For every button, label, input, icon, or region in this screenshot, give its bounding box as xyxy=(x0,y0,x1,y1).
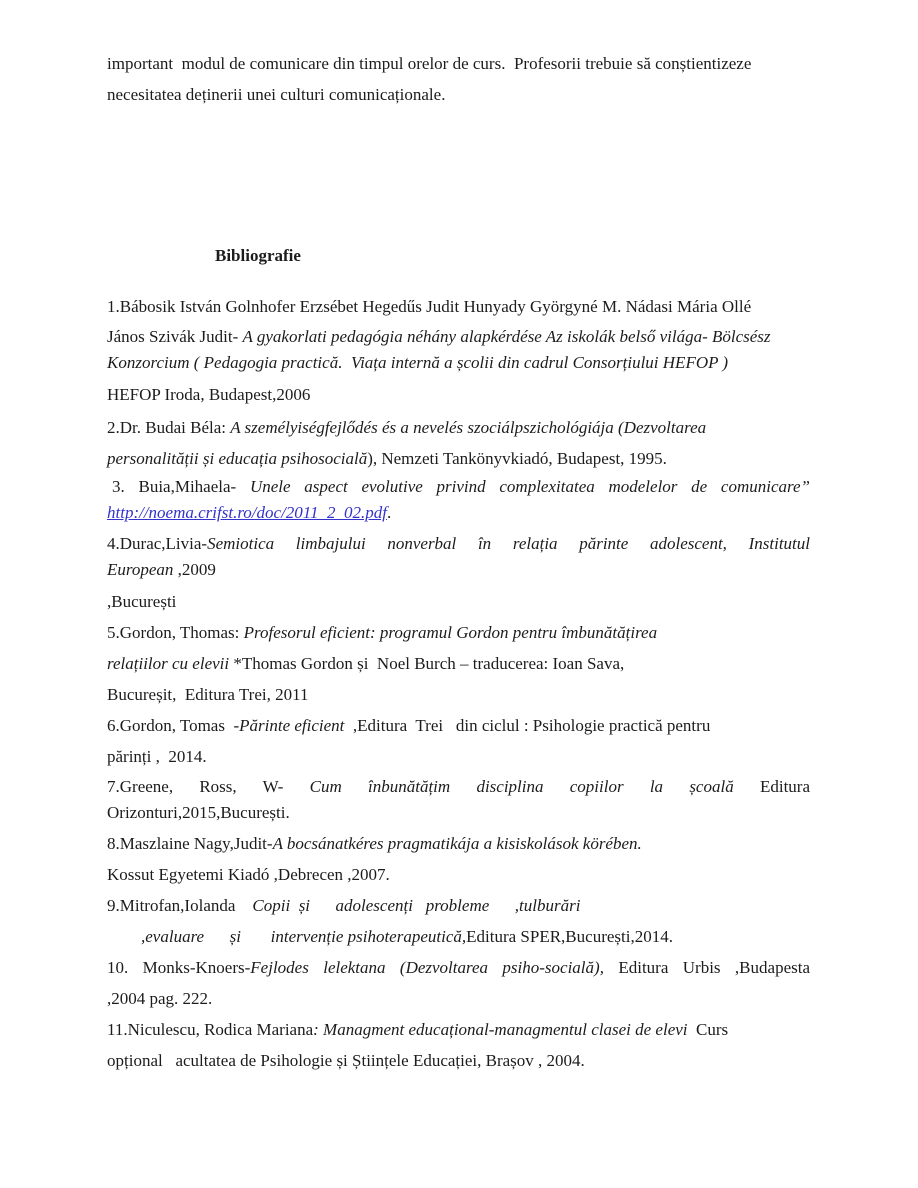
text-run: personalității și educația psihosocială xyxy=(107,449,368,468)
bib-entry-10-line xyxy=(107,952,810,983)
text-run: Bucureșit, Editura Trei, 2011 xyxy=(107,685,309,704)
bib-entry-8-line xyxy=(107,828,810,859)
text-run: *Thomas Gordon și Noel Burch – traducerea: Ioan Sava, xyxy=(233,654,625,673)
bib-entry-1-title xyxy=(107,324,810,376)
bib-entry-7-line xyxy=(107,800,810,826)
text-run: 8.Maszlaine Nagy,Judit- xyxy=(107,834,273,853)
text-run: Semiotica limbajului nonverbal în relația părinte adolescent, Institutul xyxy=(207,534,810,553)
bibliography-link[interactable]: http://noema.crifst.ro/doc/2011_2_02.pdf xyxy=(107,503,388,522)
bib-entry-6 xyxy=(107,710,810,772)
text-run: părinți , 2014. xyxy=(107,747,207,766)
text-run: 11.Niculescu, Rodica Mariana xyxy=(107,1020,314,1039)
text-run: Părinte eficient xyxy=(239,716,345,735)
text-run: ,evaluare și intervenție psihoterapeutică, xyxy=(107,927,467,946)
intro-paragraph xyxy=(107,48,810,110)
bib-entry-1-publisher-line xyxy=(107,379,810,410)
text-run: Editura SPER,București,2014. xyxy=(466,927,673,946)
text-run: 3. Buia,Mihaela- xyxy=(112,477,250,496)
bib-entry-1-title-line xyxy=(107,324,810,350)
bib-entry-4-line xyxy=(107,531,810,557)
bib-entry-5-line xyxy=(107,617,810,648)
bibliography-heading xyxy=(107,240,810,271)
text-run: Editura xyxy=(733,777,810,796)
text-run: relațiilor cu elevii xyxy=(107,654,234,673)
bib-entry-1-authors-line xyxy=(107,291,810,322)
bib-entry-8-publisher-line xyxy=(107,859,810,890)
bibliography-heading-line xyxy=(215,240,810,271)
bib-entry-9-line xyxy=(107,921,810,952)
text-run: ,2009 xyxy=(173,560,216,579)
text-run: Profesorul eficient: programul Gordon pentru îmbunătățirea xyxy=(243,623,658,642)
text-run: 2.Dr. Budai Béla: xyxy=(107,418,231,437)
text-run: 10. Monks-Knoers- xyxy=(107,958,251,977)
text-run: Copii și adolescenți probleme ,tulburări xyxy=(235,896,581,915)
text-run: ), Nemzeti Tankönyvkiadó, Budapest, 1995. xyxy=(367,449,667,468)
bib-entry-8-publisher xyxy=(107,859,810,890)
bib-entry-4-city-line xyxy=(107,586,810,617)
bib-entry-10 xyxy=(107,952,810,1014)
text-run: Unele aspect evolutive privind complexitatea modelelor de comunicare” xyxy=(249,477,810,496)
bib-entry-1-publisher xyxy=(107,379,810,410)
bib-entry-3-line xyxy=(107,474,810,500)
bib-entry-5-line xyxy=(107,648,810,679)
text-run: . xyxy=(387,503,392,522)
text-run: Curs xyxy=(687,1020,729,1039)
text-run: necesitatea deținerii unei culturi comunicaționale. xyxy=(107,85,446,104)
bib-entry-5 xyxy=(107,617,810,710)
text-run: Konzorcium ( Pedagogia practică. Viața internă a școlii din cadrul Consorțiului HEFOP ) xyxy=(107,353,729,372)
bib-entry-4 xyxy=(107,531,810,583)
bib-entry-6-line xyxy=(107,710,810,741)
bib-entry-9 xyxy=(107,890,810,952)
intro-paragraph-line xyxy=(107,48,810,79)
bib-entry-11 xyxy=(107,1014,810,1076)
text-run: 4.Durac,Livia- xyxy=(107,534,208,553)
text-run: Kossut Egyetemi Kiadó ,Debrecen ,2007. xyxy=(107,865,390,884)
text-run: A gyakorlati pedagógia néhány alapkérdése Az iskolák belső világa- Bölcsész xyxy=(242,327,771,346)
text-run: 1.Bábosik István Golnhofer Erzsébet Hegedűs Judit Hunyady Györgyné M. Nádasi Mária Ollé xyxy=(107,297,752,316)
text-run: A bocsánatkéres pragmatikája a kisiskolások körében. xyxy=(272,834,642,853)
text-run: 5.Gordon, Thomas: xyxy=(107,623,244,642)
text-run: European xyxy=(107,560,174,579)
text-run: ,Editura Trei din ciclul : Psihologie practică pentru xyxy=(344,716,711,735)
text-run: Cum înbunătățim disciplina copiilor la școală xyxy=(309,777,734,796)
bib-entry-11-line xyxy=(107,1014,810,1045)
bib-entry-1-title-line xyxy=(107,350,810,376)
text-run: HEFOP Iroda, Budapest,2006 xyxy=(107,385,311,404)
text-run: Editura Urbis ,Budapesta xyxy=(603,958,810,977)
text-run: 9.Mitrofan,Iolanda xyxy=(107,896,236,915)
bib-entry-4-line xyxy=(107,557,810,583)
bib-entry-2 xyxy=(107,412,810,474)
text-run: János Szivák Judit- xyxy=(107,327,243,346)
heading-text: Bibliografie xyxy=(215,246,301,265)
text-run: Fejlodes lelektana (Dezvoltarea psiho-socială), xyxy=(250,958,604,977)
text-run: 6.Gordon, Tomas - xyxy=(107,716,240,735)
bib-entry-10-line xyxy=(107,983,810,1014)
bib-entry-1-authors xyxy=(107,291,810,322)
bib-entry-2-line xyxy=(107,412,810,443)
text-run: opțional acultatea de Psihologie și Științele Educației, Brașov , 2004. xyxy=(107,1051,585,1070)
bib-entry-3-line xyxy=(107,500,810,526)
text-run: ,2004 pag. 222. xyxy=(107,989,213,1008)
bib-entry-5-line xyxy=(107,679,810,710)
text-run: : Managment educațional-managmentul clasei de elevi xyxy=(313,1020,688,1039)
bib-entry-8 xyxy=(107,828,810,859)
bib-entry-11-line xyxy=(107,1045,810,1076)
bib-entry-3 xyxy=(107,474,810,526)
text-run: ,București xyxy=(107,592,177,611)
bib-entry-6-line xyxy=(107,741,810,772)
text-run: Orizonturi,2015,București. xyxy=(107,803,290,822)
text-run: important modul de comunicare din timpul orelor de curs. Profesorii trebuie să conștientizeze xyxy=(107,54,752,73)
text-run: 7.Greene, Ross, W- xyxy=(107,777,310,796)
bib-entry-9-line xyxy=(107,890,810,921)
text-run: A személyiségfejlődés és a nevelés szociálpszichológiája (Dezvoltarea xyxy=(230,418,707,437)
bib-entry-7-line xyxy=(107,774,810,800)
intro-paragraph-line xyxy=(107,79,810,110)
bib-entry-7 xyxy=(107,774,810,826)
bib-entry-4-city xyxy=(107,586,810,617)
bib-entry-2-line xyxy=(107,443,810,474)
